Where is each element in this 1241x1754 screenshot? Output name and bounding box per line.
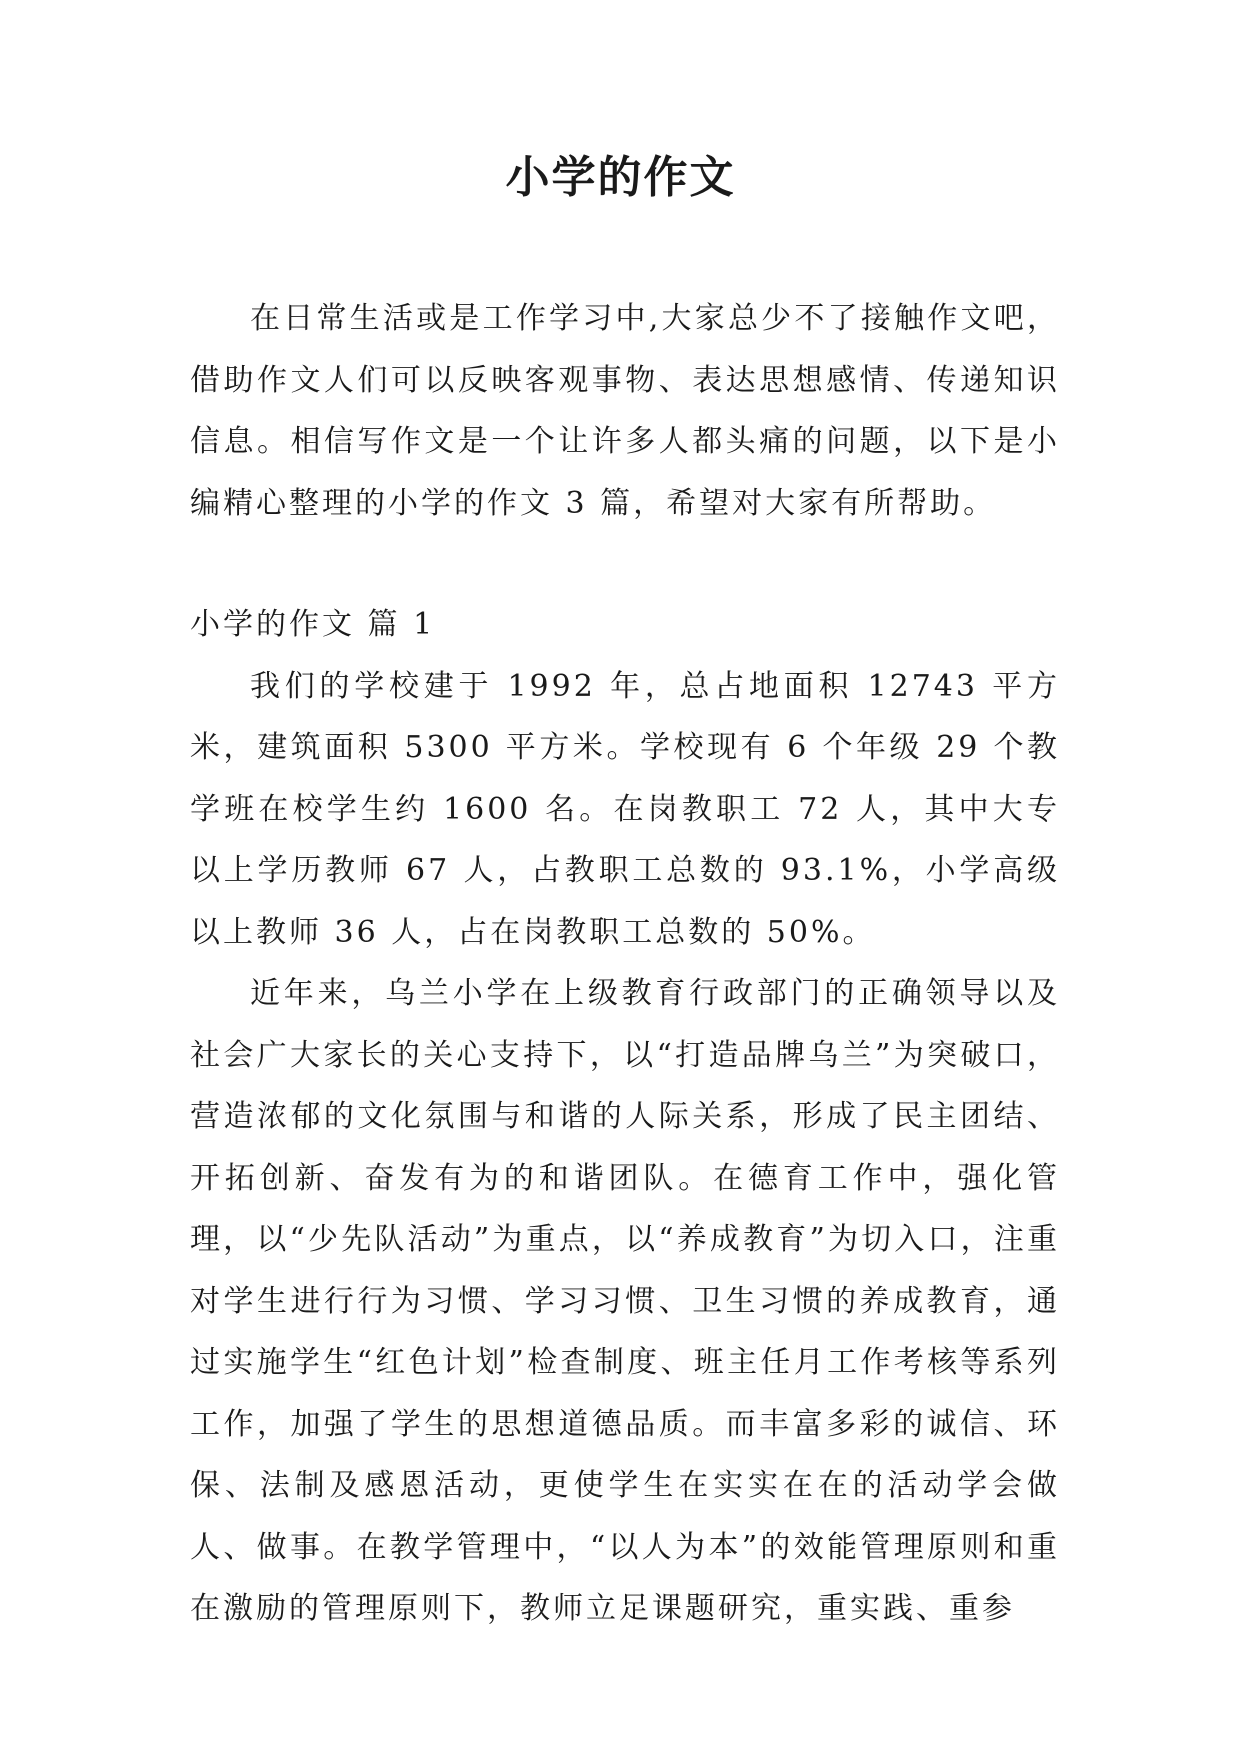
body-paragraph-2: 近年来，乌兰小学在上级教育行政部门的正确领导以及社会广大家长的关心支持下，以“打造品牌乌兰”为突破口，营造浓郁的文化氛围与和谐的人际关系，形成了民主团结、开拓创新、奋发有为的和谐团队。在德育工作中，强化管理，以“少先队活动”为重点，以“养成教育”为切入口，注重对学生进行行为习惯、学习习惯、卫生习惯的养成教育，通过实施学生“红色计划”检查制度、班主任月工作考核等系列工作，加强了学生的思想道德品质。而丰富多彩的诚信、环保、法制及感恩活动，更使学生在实实在在的活动学会做人、做事。在教学管理中，“以人为本”的效能管理原则和重在激励的管理原则下，教师立足课题研究，重实践、重参 xyxy=(190,976,1060,1626)
body-paragraph-1: 我们的学校建于 1992 年，总占地面积 12743 平方米，建筑面积 5300 平方米。学校现有 6 个年级 29 个教学班在校学生约 1600 名。在岗教职工 72 人，其中大专以上学历教师 67 人，占教职工总数的 93.1%，小学高级以上教师 36 人，占在岗教职工总数的 50%。 xyxy=(190,668,1060,950)
intro-paragraph: 在日常生活或是工作学习中,大家总少不了接触作文吧，借助作文人们可以反映客观事物、表达思想感情、传递知识信息。相信写作文是一个让许多人都头痛的问题，以下是小编精心整理的小学的作文 3 篇，希望对大家有所帮助。 xyxy=(190,301,1060,521)
paragraph-gap xyxy=(190,534,1060,594)
section-heading: 小学的作文 篇 1 xyxy=(190,607,436,642)
document-title: 小学的作文 xyxy=(505,152,736,203)
document-body xyxy=(190,288,1060,1640)
